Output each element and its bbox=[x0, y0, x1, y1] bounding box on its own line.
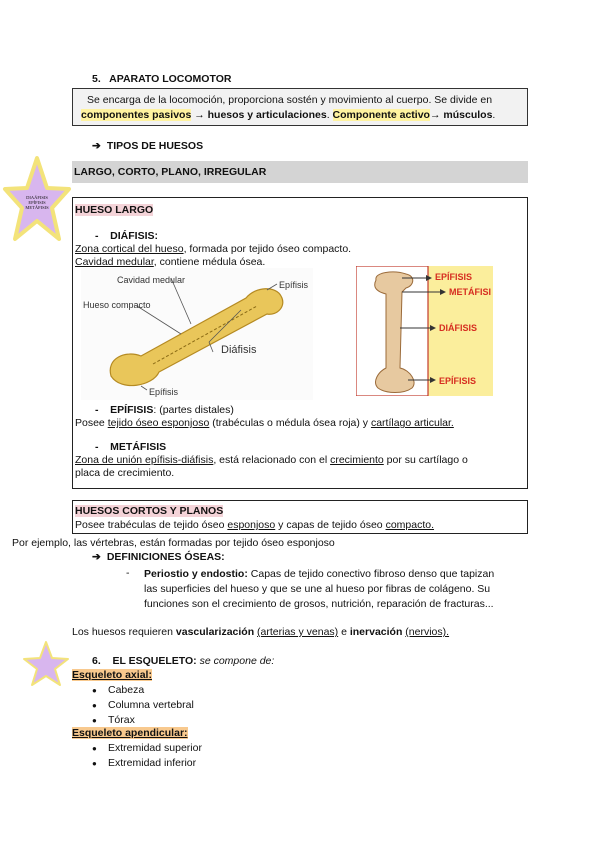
label-diafisis-2: DIÁFISIS bbox=[439, 323, 478, 333]
def-line-2: las superficies del hueso y que se une al hueso por fibras de colágeno. Su bbox=[144, 583, 491, 595]
active-items: músculos bbox=[443, 109, 493, 121]
label-epifisis-2: EPÍFISIS bbox=[439, 376, 477, 386]
cortos-text: y capas de tejido óseo bbox=[275, 519, 386, 531]
def-line-3: funciones son el crecimiento de grosos, nutrición, reparación de fracturas... bbox=[144, 598, 494, 610]
arrow-icon: ➔ bbox=[92, 551, 101, 563]
metafisis-text: , está relacionado con el bbox=[213, 454, 331, 466]
epifisis-heading bbox=[95, 404, 234, 416]
diafisis-l2-rest: , contiene médula ósea. bbox=[153, 256, 266, 268]
list-item: ● Extremidad inferior bbox=[92, 756, 202, 771]
hueso-largo-title: HUESO LARGO bbox=[75, 204, 154, 216]
label-compacto: Hueso compacto bbox=[83, 300, 151, 310]
inervacion: inervación bbox=[349, 626, 403, 638]
diafisis-l1-rest: , formada por tejido óseo compacto. bbox=[183, 243, 352, 255]
zona-cortical: Zona cortical del hueso bbox=[75, 243, 184, 255]
esponjoso: esponjoso bbox=[227, 519, 276, 531]
passive-components: componentes pasivos bbox=[81, 109, 192, 121]
label-epifisis-1: EPÍFISIS bbox=[435, 272, 473, 282]
arrow-1: → bbox=[191, 109, 208, 121]
apendicular-list bbox=[92, 741, 202, 771]
definiciones-title: DEFINICIONES ÓSEAS: bbox=[106, 551, 225, 563]
tipos-heading bbox=[92, 140, 203, 152]
def-dash: - bbox=[126, 567, 130, 579]
section-6-subtitle: se compone de: bbox=[199, 655, 275, 667]
label-epifisis-top: Epífisis bbox=[279, 280, 309, 290]
cortos-line bbox=[75, 519, 434, 531]
metafisis-text: por su cartílago o bbox=[383, 454, 468, 466]
metafisis-heading bbox=[95, 441, 166, 453]
dash: - bbox=[95, 441, 99, 453]
diafisis-title: DIÁFISIS: bbox=[110, 230, 159, 242]
vascularizacion: vascularización bbox=[175, 626, 255, 638]
section-6-heading bbox=[92, 655, 274, 667]
definiciones-heading bbox=[92, 551, 225, 563]
def-line-1 bbox=[144, 567, 530, 582]
label-cavidad: Cavidad medular bbox=[117, 275, 186, 285]
vasc-line bbox=[72, 626, 449, 638]
list-item: ● Tórax bbox=[92, 713, 194, 728]
apendicular-title: Esqueleto apendicular: bbox=[72, 727, 188, 739]
star-icon bbox=[22, 640, 70, 688]
hueso-largo-box bbox=[72, 197, 528, 489]
star-note-line: EPÍFISIS bbox=[28, 200, 46, 205]
star-note-line: METÁFISIS bbox=[25, 205, 49, 210]
epifisis-text: Posee bbox=[75, 417, 108, 429]
cartilago-articular: cartílago articular. bbox=[370, 417, 454, 429]
section-5-number: 5. bbox=[92, 73, 101, 85]
epifisis-line bbox=[75, 417, 454, 429]
axial-title: Esqueleto axial: bbox=[72, 669, 152, 681]
metafisis-title: METÁFISIS bbox=[110, 441, 167, 453]
tipos-bar: LARGO, CORTO, PLANO, IRREGULAR bbox=[72, 161, 528, 183]
def-text: Capas de tejido conectivo fibroso denso que tapizan bbox=[247, 568, 495, 580]
arrow-icon: ➔ bbox=[92, 140, 101, 152]
star-note bbox=[18, 195, 56, 210]
dash: - bbox=[95, 230, 99, 242]
tipos-title: TIPOS DE HUESOS bbox=[106, 140, 204, 152]
arrow-2: → bbox=[429, 109, 444, 121]
label-epifisis-bottom: Epífisis bbox=[149, 387, 179, 397]
cortos-text: Posee trabéculas de tejido óseo bbox=[75, 519, 228, 531]
axial-list bbox=[92, 683, 194, 728]
dash: - bbox=[95, 404, 99, 416]
vasc-text: e bbox=[338, 626, 350, 638]
epifisis-text: (trabéculas o médula ósea roja) y bbox=[209, 417, 371, 429]
tejido-esponjoso: tejido óseo esponjoso bbox=[107, 417, 210, 429]
metafisis-line-1 bbox=[75, 454, 468, 466]
def-periostio bbox=[144, 567, 530, 612]
def-term: Periostio y endostio: bbox=[144, 568, 248, 580]
section-6-title: EL ESQUELETO: bbox=[112, 655, 197, 667]
arterias-venas: (arterias y venas) bbox=[257, 626, 339, 638]
epifisis-title: EPÍFISIS bbox=[110, 404, 154, 416]
cortos-example: Por ejemplo, las vértebras, están formadas por tejido óseo esponjoso bbox=[12, 537, 335, 549]
list-item: ● Extremidad superior bbox=[92, 741, 202, 756]
list-item: ● Cabeza bbox=[92, 683, 194, 698]
cavidad-medular: Cavidad medular bbox=[75, 256, 154, 268]
intro-dot: . bbox=[326, 109, 333, 121]
label-metafisis: METÁFISI bbox=[449, 287, 491, 297]
cortos-box bbox=[72, 500, 528, 534]
metafisis-line-2: placa de crecimiento. bbox=[75, 467, 175, 479]
active-component: Componente activo bbox=[332, 109, 430, 121]
zona-union: Zona de unión epífisis-diáfisis bbox=[75, 454, 214, 466]
label-diafisis: Diáfisis bbox=[221, 344, 257, 356]
list-item: ● Columna vertebral bbox=[92, 698, 194, 713]
diafisis-line-1 bbox=[75, 243, 351, 255]
diafisis-heading bbox=[95, 230, 158, 242]
intro-line-2 bbox=[81, 109, 495, 121]
epifisis-rest: : (partes distales) bbox=[153, 404, 234, 416]
passive-items: huesos y articulaciones bbox=[207, 109, 327, 121]
compacto: compacto. bbox=[385, 519, 435, 531]
cortos-title: HUESOS CORTOS Y PLANOS bbox=[75, 505, 224, 517]
section-6-number: 6. bbox=[92, 655, 101, 667]
star-note-line: DIAÁFISIS bbox=[26, 195, 48, 200]
crecimiento: crecimiento bbox=[330, 454, 384, 466]
nervios: (nervios). bbox=[405, 626, 450, 638]
intro-line-1: Se encarga de la locomoción, proporciona sostén y movimiento al cuerpo. Se divide en bbox=[87, 94, 493, 106]
section-5-heading bbox=[92, 73, 231, 85]
intro-box bbox=[72, 88, 528, 126]
diafisis-line-2 bbox=[75, 256, 265, 268]
section-5-title: APARATO LOCOMOTOR bbox=[109, 73, 232, 85]
vasc-text: Los huesos requieren bbox=[72, 626, 176, 638]
intro-end: . bbox=[492, 109, 496, 121]
